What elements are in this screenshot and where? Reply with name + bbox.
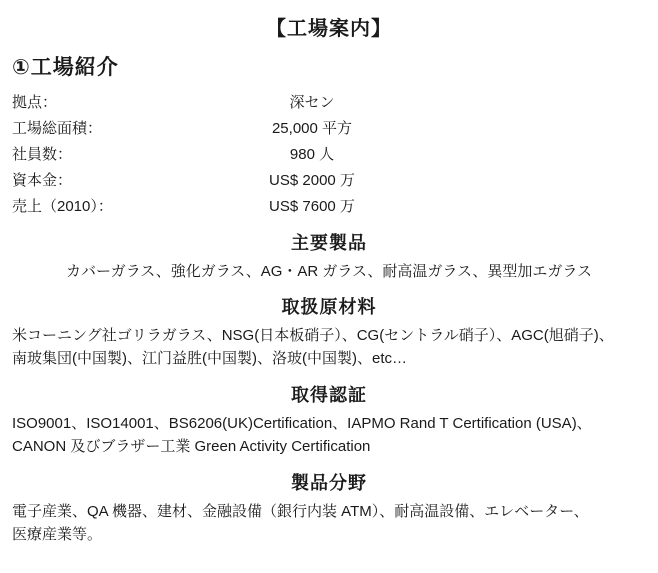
spec-value: 深セン — [289, 94, 335, 111]
certifications-line: CANON 及びブラザー工業 Green Activity Certification — [12, 438, 371, 456]
materials-line: 米コーニング社ゴリラガラス、NSG(日本板硝子）、CG(セントラル硝子）、AGC(旭硝子)、 — [12, 326, 614, 344]
section-heading-factory-intro: ①工場紹介 — [12, 56, 119, 79]
section-heading-certifications: 取得認証 — [291, 384, 367, 405]
products-line: カバーガラス、強化ガラス、AG・AR ガラス、耐高温ガラス、異型加エガラス — [66, 263, 592, 280]
spec-value: 25,000 平方 — [271, 120, 353, 137]
page-title: 【工場案内】 — [266, 18, 392, 40]
table-row — [12, 115, 432, 141]
spec-label: 売上（2010）： — [12, 198, 113, 215]
spec-label: 拠点： — [12, 94, 58, 111]
spec-value: US$ 7600 万 — [269, 198, 355, 215]
table-row — [12, 141, 432, 167]
certifications-line: ISO9001、ISO14001、BS6206(UK)Certification、IAPMO Rand T Certification (USA)、 — [12, 414, 592, 432]
fields-line: 医療産業等。 — [12, 526, 103, 544]
fields-line: 電子産業、QA 機器、建材、金融設備（銀行内装 ATM）、耐高温設備、エレベーター、 — [12, 502, 589, 520]
table-row — [12, 89, 432, 115]
spec-value: US$ 2000 万 — [269, 172, 355, 189]
table-row — [12, 193, 432, 219]
section-heading-products: 主要製品 — [291, 233, 367, 253]
materials-line: 南玻集団(中国製)、江门益胜(中国製)、洛玻(中国製)、etc… — [12, 350, 407, 368]
table-row — [12, 167, 432, 193]
spec-label: 社員数： — [12, 146, 73, 163]
factory-spec-table — [12, 89, 432, 219]
spec-value: 980 人 — [289, 146, 335, 163]
spec-label: 資本金： — [12, 172, 73, 189]
spec-label: 工場総面積： — [12, 120, 103, 137]
section-heading-fields: 製品分野 — [291, 472, 367, 493]
section-heading-materials: 取扱原材料 — [281, 296, 377, 317]
